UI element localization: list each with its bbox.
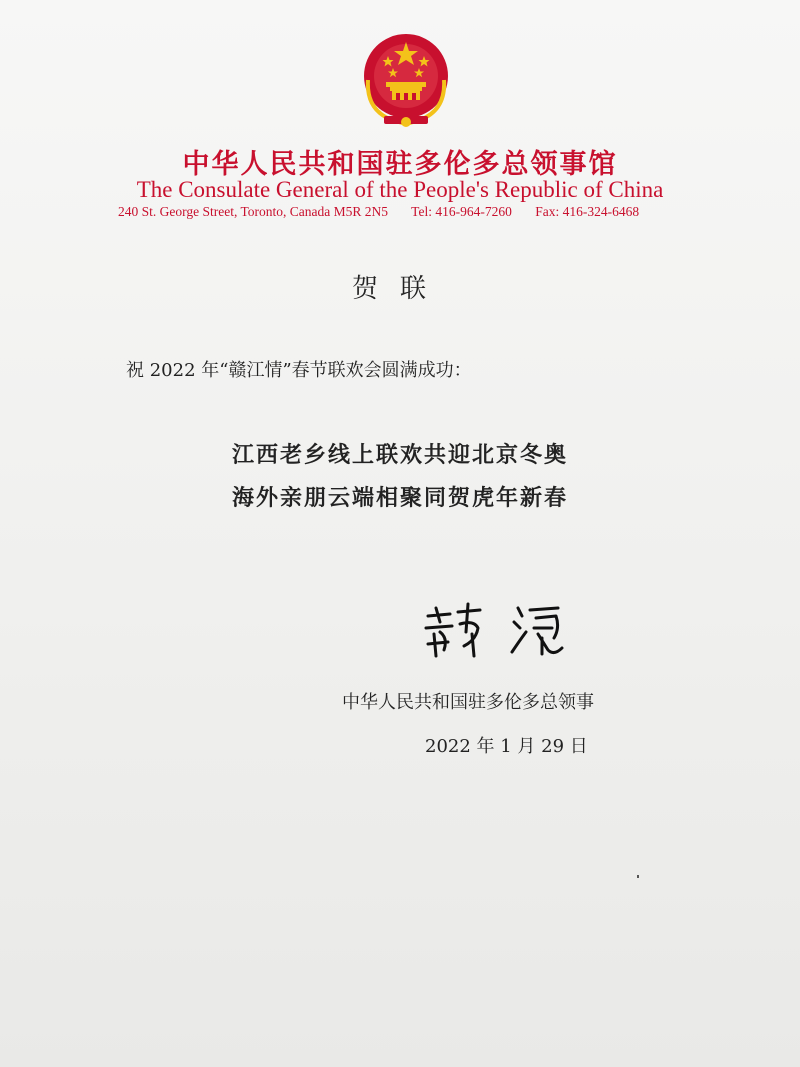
consulate-english-name: The Consulate General of the People's Republic of China: [136, 177, 664, 202]
address-text: 240 St. George Street, Toronto, Canada M5R 2N5: [118, 204, 389, 219]
date-text: 2022 年 1 月 29 日: [425, 736, 588, 757]
handwritten-signature: [418, 598, 578, 662]
national-emblem-icon: [362, 30, 450, 130]
greeting-text: 祝 2022 年“赣江情”春节联欢会圆满成功：: [126, 360, 472, 381]
tel-text: Tel: 416-964-7260: [411, 204, 512, 219]
fax-text: Fax: 416-324-6468: [535, 204, 640, 219]
contact-line: [118, 204, 718, 220]
signer-title: 中华人民共和国驻多伦多总领事: [342, 692, 594, 713]
document-title: 贺联: [351, 274, 448, 304]
consulate-chinese-name: 中华人民共和国驻多伦多总领事馆: [182, 149, 618, 180]
paper-speck: [637, 875, 639, 878]
couplet-line-1: 江西老乡线上联欢共迎北京冬奥: [231, 443, 568, 468]
couplet-line-2: 海外亲朋云端相聚同贺虎年新春: [231, 486, 568, 511]
